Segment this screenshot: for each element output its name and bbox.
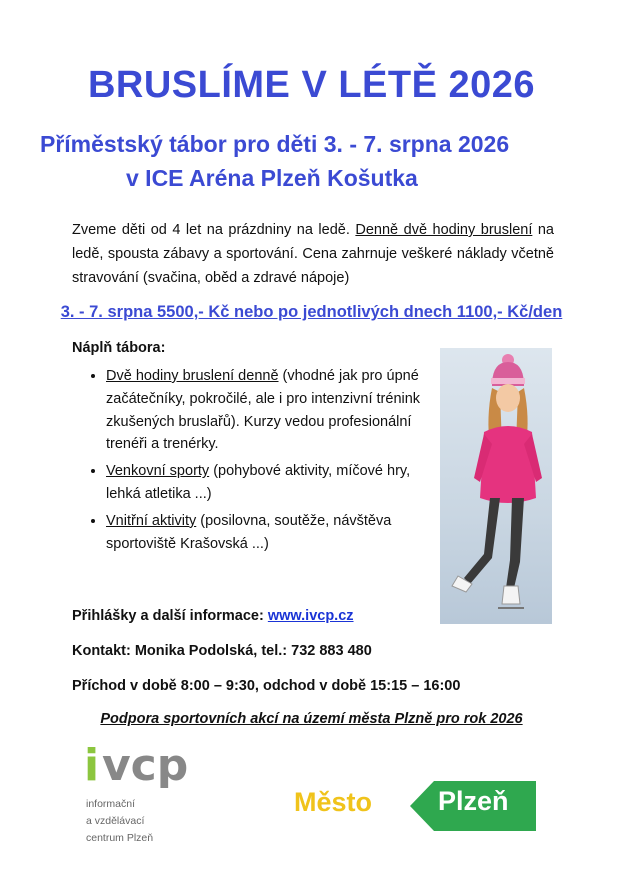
registration-line	[72, 608, 354, 624]
list-item	[106, 510, 441, 556]
ivcp-tagline	[86, 796, 206, 847]
support-line: Podpora sportovních akcí na území města Plzně pro rok 2026	[100, 711, 523, 727]
intro-text-2: na ledě, spousta zábavy a sportování. Cena zahrnuje veškeré náklady včetně stravování (svačina, oběd a zdravé nápoje)	[72, 222, 554, 286]
contact-line: Kontakt: Monika Podolská, tel.: 732 883 480	[72, 643, 372, 659]
intro-paragraph	[72, 218, 554, 290]
skater-illustration	[440, 348, 552, 624]
subtitle-line2: v ICE Aréna Plzeň Košutka	[126, 165, 418, 191]
intro-text-1: Zveme děti od 4 let na prázdniny na ledě.	[72, 222, 356, 238]
schedule-line: Příchod v době 8:00 – 9:30, odchod v době 15:15 – 16:00	[72, 678, 461, 694]
city-logo-word2: Plzeň	[438, 786, 509, 816]
svg-text:i: i	[84, 740, 100, 788]
ivcp-tagline-line: a vzdělávací	[86, 815, 145, 827]
program-list	[72, 365, 441, 559]
list-item	[106, 365, 441, 456]
city-logo-word1: Město	[294, 787, 373, 817]
list-item-text: (pohybové aktivity, míčové hry, lehká atletika ...)	[106, 463, 411, 502]
intro-highlight: Denně dvě hodiny bruslení	[355, 222, 533, 238]
poster-title: BRUSLÍME V LÉTĚ 2026	[87, 64, 536, 106]
skater-photo	[440, 348, 552, 624]
registration-link[interactable]: www.ivcp.cz	[267, 608, 354, 624]
ivcp-logo-mark	[84, 740, 194, 788]
subtitle-line1: Příměstský tábor pro děti 3. - 7. srpna 2026	[40, 131, 510, 157]
svg-text:vcp: vcp	[102, 740, 189, 788]
registration-label: Přihlášky a další informace:	[72, 608, 268, 624]
ivcp-tagline-line: informační	[86, 798, 136, 810]
list-item-title: Dvě hodiny bruslení denně	[106, 368, 279, 384]
price-line: 3. - 7. srpna 5500,- Kč nebo po jednotlivých dnech 1100,- Kč/den	[60, 303, 563, 321]
ivcp-tagline-line: centrum Plzeň	[86, 832, 154, 844]
list-item-title: Venkovní sporty	[106, 463, 210, 480]
ivcp-logo	[84, 740, 194, 793]
list-item-text: (vhodné jak pro úpné začátečníky, pokročilé, ale i pro intenzivní trénink zkušených bruslařů). Kurzy vedou profesionální trenéři a trenérky.	[106, 368, 421, 453]
list-item	[106, 460, 441, 506]
program-heading: Náplň tábora:	[72, 340, 166, 356]
list-item-title: Vnitřní aktivity	[106, 512, 197, 529]
list-item-text: (posilovna, soutěže, návštěva sportoviště Krašovská ...)	[106, 512, 392, 552]
